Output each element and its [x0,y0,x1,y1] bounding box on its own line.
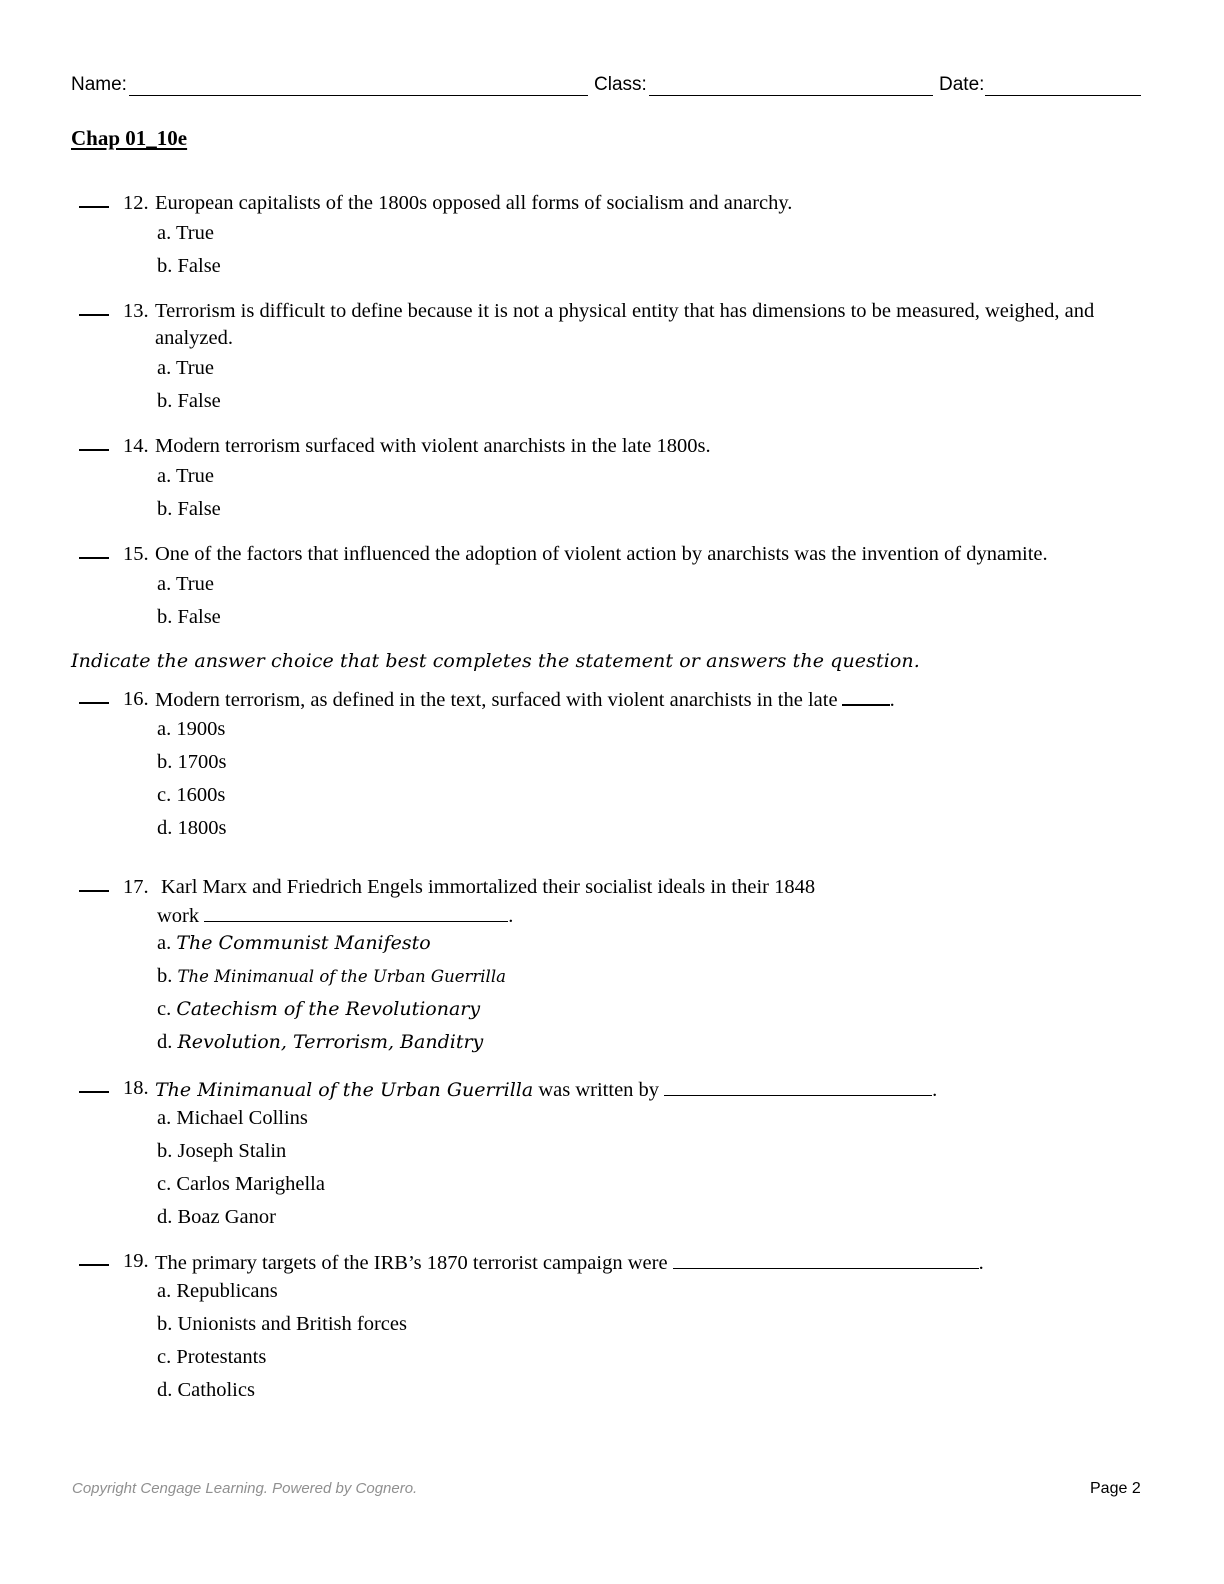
option-c[interactable]: c. 1600s [157,784,226,806]
option-a[interactable]: a. 1900s [157,718,226,740]
option-a[interactable]: a. Michael Collins [157,1107,308,1129]
date-label: Date: [939,74,985,95]
question-stem: Modern terrorism, as defined in the text, surfaced with violent anarchists in the late . [155,686,1135,714]
option-d[interactable]: d. 1800s [157,817,227,839]
answer-blank[interactable] [79,1264,109,1266]
question-number: 12. [123,192,149,214]
option-b[interactable]: b. False [157,498,221,520]
option-b[interactable]: b. False [157,390,221,412]
option-b[interactable]: b. The Minimanual of the Urban Guerrilla [157,965,506,987]
option-a[interactable]: a. The Communist Manifesto [157,932,431,954]
question-stem: The Minimanual of the Urban Guerrilla was written by . [155,1075,1135,1104]
option-b[interactable]: b. Joseph Stalin [157,1140,287,1162]
question-number: 13. [123,300,149,322]
answer-blank[interactable] [79,206,109,208]
option-b[interactable]: b. Unionists and British forces [157,1313,407,1335]
date-field[interactable] [985,95,1141,96]
question-stem: Terrorism is difficult to define because it is not a physical entity that has dimensions to be measured, weighed, and analyzed. [155,300,1095,349]
question-number: 17. [123,876,149,898]
answer-blank[interactable] [79,449,109,451]
page-number: Page 2 [1090,1480,1141,1497]
option-b[interactable]: b. 1700s [157,751,227,773]
option-a[interactable]: a. True [157,222,214,244]
header [71,72,1141,98]
answer-blank[interactable] [79,314,109,316]
option-d[interactable]: d. Boaz Ganor [157,1206,276,1228]
question-stem: Karl Marx and Friedrich Engels immortalized their socialist ideals in their 1848 [161,876,816,898]
page-title: Chap 01_10e [71,126,188,150]
class-label: Class: [594,74,647,95]
question-number: 14. [123,435,149,457]
question-stem: European capitalists of the 1800s opposed all forms of socialism and anarchy. [155,192,793,214]
question-stem: The primary targets of the IRB’s 1870 terrorist campaign were . [155,1248,1135,1277]
option-a[interactable]: a. Republicans [157,1280,278,1302]
question-number: 15. [123,543,149,565]
option-a[interactable]: a. True [157,465,214,487]
option-b[interactable]: b. False [157,606,221,628]
copyright-footer: Copyright Cengage Learning. Powered by Cognero. [72,1480,418,1497]
question-stem: One of the factors that influenced the adoption of violent action by anarchists was the invention of dynamite. [155,543,1048,565]
question-number: 19. [123,1250,149,1272]
fill-in-blank[interactable] [842,686,890,706]
question-stem: Modern terrorism surfaced with violent anarchists in the late 1800s. [155,435,711,457]
fill-in-blank[interactable] [204,901,508,922]
question-number: 18. [123,1077,149,1099]
name-label: Name: [71,74,127,95]
question-stem-continued: work . [157,901,513,930]
option-c[interactable]: c. Carlos Marighella [157,1173,325,1195]
option-d[interactable]: d. Revolution, Terrorism, Banditry [157,1031,484,1053]
class-field[interactable] [649,95,933,96]
answer-blank[interactable] [79,1091,109,1093]
section-instruction: Indicate the answer choice that best completes the statement or answers the question. [71,650,920,672]
answer-blank[interactable] [79,557,109,559]
answer-blank[interactable] [79,702,109,704]
fill-in-blank[interactable] [673,1248,979,1269]
question-number: 16. [123,688,149,710]
answer-blank[interactable] [79,890,109,892]
option-d[interactable]: d. Catholics [157,1379,255,1401]
option-b[interactable]: b. False [157,255,221,277]
option-a[interactable]: a. True [157,357,214,379]
option-a[interactable]: a. True [157,573,214,595]
option-c[interactable]: c. Catechism of the Revolutionary [157,998,481,1020]
name-field[interactable] [129,95,588,96]
fill-in-blank[interactable] [664,1075,932,1096]
option-c[interactable]: c. Protestants [157,1346,267,1368]
